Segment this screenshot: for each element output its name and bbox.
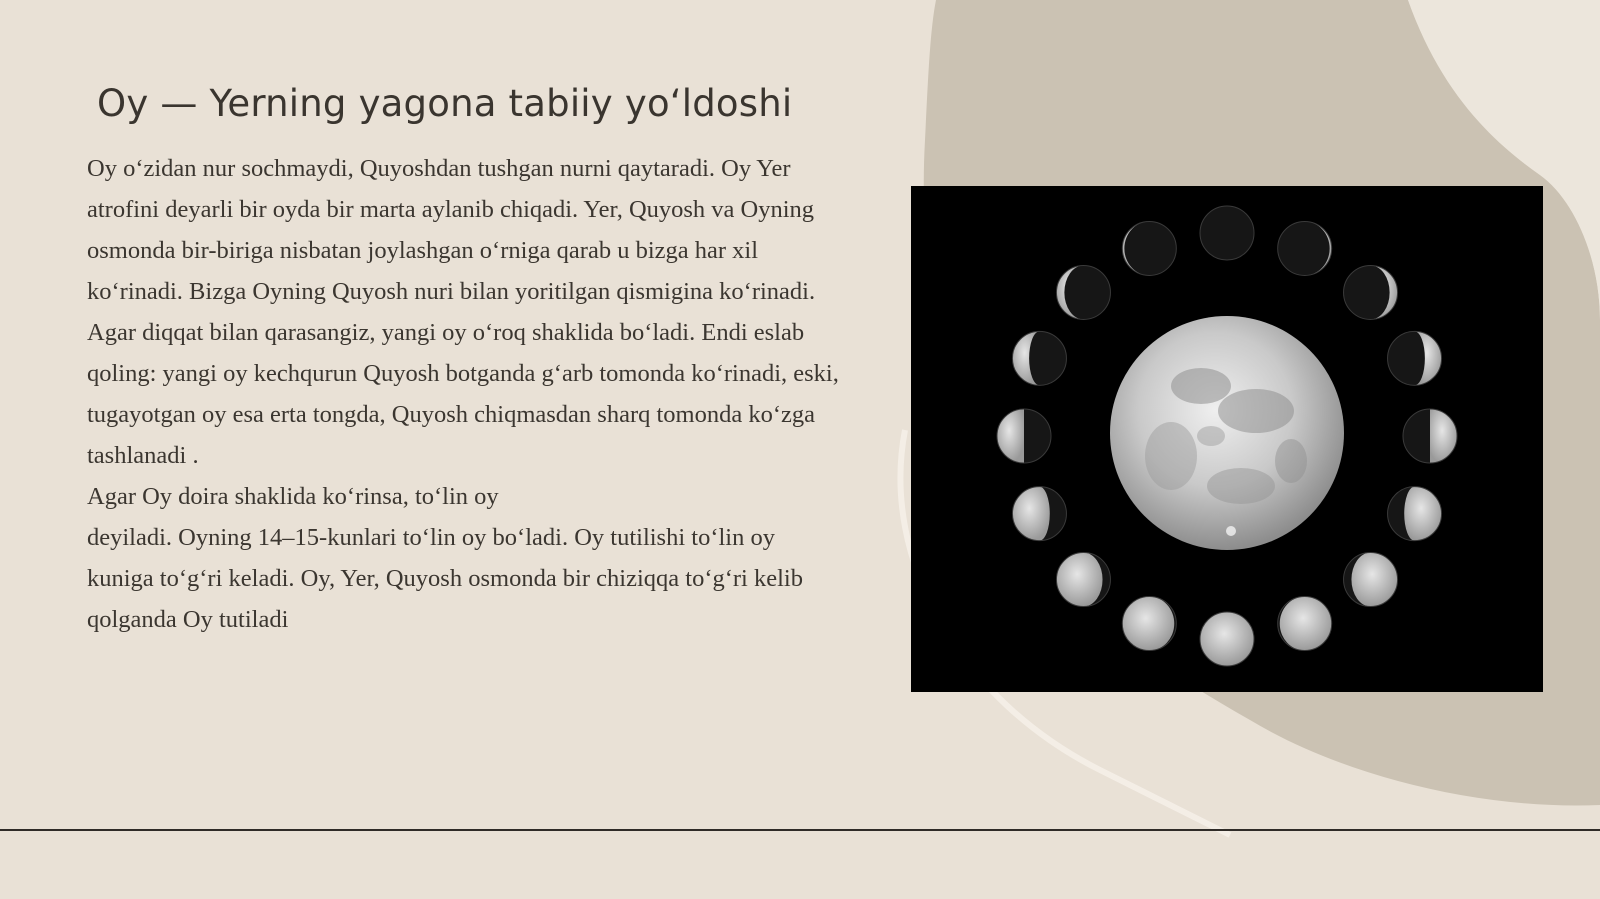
moon-phase (1388, 331, 1442, 385)
moon-phase (1122, 597, 1176, 651)
moon-phase (1388, 487, 1442, 541)
moon-phase (1012, 487, 1066, 541)
slide-title: Oy — Yerning yagona tabiiy yo‘ldoshi (97, 82, 793, 125)
moon-phase (1200, 206, 1254, 260)
moon-phase (997, 409, 1051, 463)
body-paragraph: Oy o‘zidan nur sochmaydi, Quyoshdan tushgan nurni qaytaradi. Oy Yer atrofini deyarli bir oyda bir marta aylanib chiqadi. Yer, Quyosh va Oyning osmonda bir-biriga nisbatan joylashgan o‘rniga qarab u bizga har xil ko‘rinadi. Bizga Oyning Quyosh nuri bilan yoritilgan qismigina ko‘rinadi. Agar diqqat bilan qarasangiz, yangi oy o‘roq shaklida bo‘ladi. Endi eslab qoling: yangi oy kechqurun Quyosh botganda g‘arb tomonda ko‘rinadi, eski, tugayotgan oy esa erta tongda, Quyosh chiqmasdan sharq tomonda ko‘zga tashlanadi . (87, 155, 839, 469)
footer-divider (0, 829, 1600, 831)
moon-phase (1403, 409, 1457, 463)
moon-phase (1344, 553, 1398, 607)
moon-phase (1344, 265, 1398, 319)
full-moon (1110, 316, 1344, 550)
body-paragraph: Agar Oy doira shaklida ko‘rinsa, to‘lin oy (87, 483, 499, 510)
moon-phase (1200, 612, 1254, 666)
moon-phase (1122, 221, 1176, 275)
moon-phases-image (911, 186, 1543, 692)
body-paragraph: deyiladi. Oyning 14–15-kunlari to‘lin oy bo‘ladi. Oy tutilishi to‘lin oy kuniga to‘g‘ri keladi. Oy, Yer, Quyosh osmonda bir chiziqqa to‘g‘ri kelib qolganda Oy tutiladi (87, 524, 803, 633)
moon-phase (1278, 221, 1332, 275)
moon-phase (1012, 331, 1066, 385)
moon-phase (1278, 597, 1332, 651)
moon-phase (1056, 553, 1110, 607)
moon-phase (1056, 265, 1110, 319)
slide-body-text (87, 148, 847, 640)
